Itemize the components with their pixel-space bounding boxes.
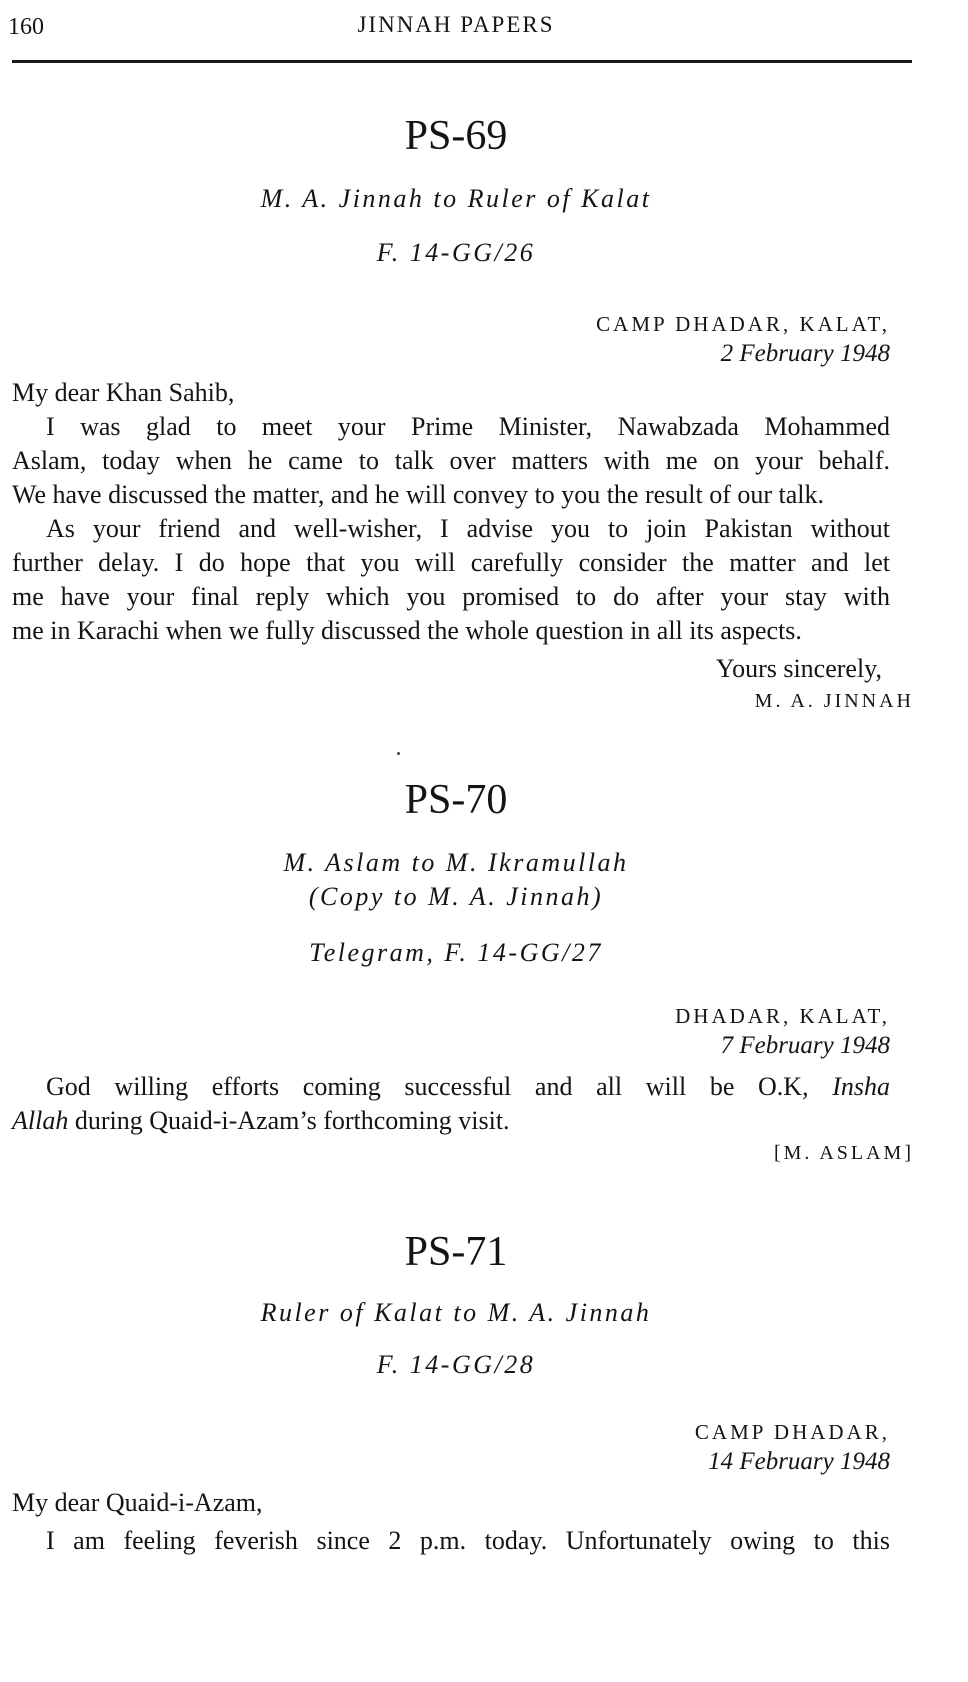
telegram-signature: [M. ASLAM] (773, 1142, 914, 1164)
letter-paragraph (12, 410, 890, 512)
letter-date: 14 February 1948 (708, 1448, 890, 1475)
text-line: Aslam, today when he came to talk over matters with me on your behalf. (12, 446, 890, 475)
letter-place: DHADAR, KALAT, (675, 1004, 890, 1028)
document-subtitle: M. Aslam to M. Ikramullah (283, 848, 629, 877)
letter-closing: Yours sincerely, (715, 654, 882, 683)
document-heading: PS-71 (404, 1229, 508, 1275)
telegram-body (12, 1070, 890, 1138)
page-number: 160 (8, 14, 44, 40)
letter-place: CAMP DHADAR, (694, 1420, 890, 1444)
letter-date: 7 February 1948 (720, 1032, 890, 1059)
text-line: As your friend and well-wisher, I advise you to join Pakistan without (46, 514, 890, 543)
italic-text: Insha (832, 1072, 891, 1101)
text-run: God willing efforts coming successful and all will be O.K, (46, 1072, 809, 1101)
letter-salutation: My dear Quaid-i-Azam, (12, 1488, 263, 1517)
document-subtitle: Ruler of Kalat to M. A. Jinnah (260, 1298, 652, 1327)
text-line: further delay. I do hope that you will carefully consider the matter and let (12, 548, 890, 577)
letter-paragraph (12, 1524, 890, 1558)
print-speck (397, 752, 400, 755)
letter-date: 2 February 1948 (720, 340, 890, 367)
text-line: me have your final reply which you promised to do after your stay with (12, 582, 890, 611)
letter-salutation: My dear Khan Sahib, (12, 378, 235, 407)
document-heading: PS-70 (404, 777, 508, 823)
running-title: JINNAH PAPERS (357, 12, 555, 37)
document-reference: F. 14-GG/26 (376, 238, 536, 267)
document-subtitle: M. A. Jinnah to Ruler of Kalat (260, 184, 652, 213)
text-line (12, 1104, 890, 1138)
document-reference: Telegram, F. 14-GG/27 (309, 938, 603, 967)
letter-signature: M. A. JINNAH (754, 690, 914, 712)
document-subtitle: (Copy to M. A. Jinnah) (308, 882, 604, 911)
text-line: me in Karachi when we fully discussed the whole question in all its aspects. (12, 616, 802, 645)
text-line: I am feeling feverish since 2 p.m. today. Unfortunately owing to this (46, 1526, 890, 1555)
italic-text: Allah (12, 1106, 69, 1135)
text-line: We have discussed the matter, and he will convey to you the result of our talk. (12, 480, 825, 509)
letter-place: CAMP DHADAR, KALAT, (596, 312, 890, 336)
text-run: during Quaid-i-Azam’s forthcoming visit. (74, 1106, 510, 1135)
text-line: I was glad to meet your Prime Minister, Nawabzada Mohammed (46, 412, 890, 441)
header-rule (12, 60, 912, 63)
document-heading: PS-69 (404, 113, 508, 159)
letter-paragraph (12, 512, 890, 648)
document-reference: F. 14-GG/28 (376, 1350, 536, 1379)
text-line (12, 1070, 890, 1104)
